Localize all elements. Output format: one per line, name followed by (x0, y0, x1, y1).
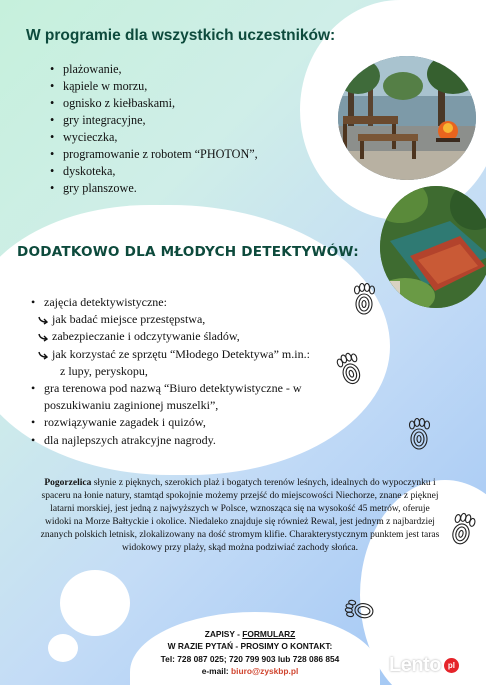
white-blob-bottom-left (60, 570, 130, 636)
list-item-text: gra terenowa pod nazwą “Biuro detektywistyczne - w (44, 381, 302, 396)
handprint-icon (340, 596, 380, 624)
list-item: • dla najlepszych atrakcyjne nagrody. (30, 432, 310, 449)
arrow-icon (38, 332, 50, 342)
section1-title: W programie dla wszystkich uczestników: (26, 27, 336, 44)
list-item: • ognisko z kiełbaskami, (48, 95, 258, 112)
email-label: e-mail: (201, 666, 232, 677)
contact-footer (110, 628, 390, 678)
sub-list (44, 311, 310, 380)
handprint-icon (406, 418, 432, 452)
section1-list (48, 61, 258, 197)
list-item: • plażowanie, (48, 61, 258, 78)
list-item: • gry planszowe. (48, 180, 258, 197)
handprint-icon (336, 352, 364, 388)
phones-line: Tel: 728 087 025; 720 799 903 lub 728 086 854 (160, 653, 340, 664)
terrace-photo (338, 56, 476, 180)
list-item: • wycieczka, (48, 129, 258, 146)
white-blob-bottom-small (48, 634, 78, 662)
email-line (110, 665, 390, 677)
signup-line (110, 628, 390, 640)
list-item: • programowanie z robotem “PHOTON”, (48, 146, 258, 163)
section2-list (30, 294, 310, 449)
list-item: • kąpiele w morzu, (48, 78, 258, 95)
list-item: • dyskoteka, (48, 163, 258, 180)
sub-list-item (38, 328, 310, 345)
sub-list-item (38, 346, 310, 380)
section2-title: DODATKOWO DLA MŁODYCH DETEKTYWÓW: (17, 244, 359, 260)
handprint-icon (448, 512, 476, 548)
lento-logo-badge: pl (444, 658, 459, 673)
location-name: Pogorzelica (44, 478, 92, 488)
signup-form-link[interactable]: FORMULARZ (242, 629, 296, 639)
sub-list-item-text: zabezpieczanie i odczytywanie śladów, (52, 329, 240, 344)
list-item-text-continuation: poszukiwaniu zaginionej muszelki”, (44, 398, 219, 413)
handprint-icon (352, 283, 376, 317)
playground-photo-graphic (380, 186, 486, 308)
sub-list-item-text: jak korzystać ze sprzętu “Młodego Detektywa” m.in.: (52, 346, 310, 361)
list-item: • gry integracyjne, (48, 112, 258, 129)
arrow-icon (38, 350, 50, 360)
questions-line: W RAZIE PYTAŃ - PROSIMY O KONTAKT: (167, 641, 333, 652)
email-link[interactable]: biuro@zyskbp.pl (231, 666, 299, 677)
terrace-photo-graphic (338, 56, 476, 180)
lento-watermark (389, 653, 459, 677)
list-item: • rozwiązywanie zagadek i quizów, (30, 414, 310, 431)
playground-photo (380, 186, 486, 308)
sub-list-item (38, 311, 310, 328)
sub-list-item-text: jak badać miejsce przestępstwa, (52, 312, 206, 327)
sub-list-item-continuation: z lupy, peryskopu, (60, 363, 148, 378)
list-item (30, 294, 310, 380)
location-description (40, 477, 440, 554)
list-item (30, 380, 310, 414)
signup-label: ZAPISY - (204, 629, 243, 639)
lento-logo-text: Lento (389, 653, 441, 676)
list-item-text: zajęcia detektywistyczne: (44, 295, 167, 309)
arrow-icon (38, 315, 50, 325)
location-description-text: słynie z pięknych, szerokich plaż i bogatych terenów leśnych, idealnych do wypoczynku i spaceru na łonie natury, stamtąd spokojnie możemy przejść do miejscowości Niechorze, znane z pięknej latarni morskiej, jest jedną z najwyższych w Polsce, wznosząca się na wysokość 45 metrów, oferuje widoki na Morze Bałtyckie i okolice. Niedaleko znajduje się również Rewal, jest jednym z najbardziej znanych polskich letnisk, zlokalizowany na dość stromym klifie. Charakterystycznym punktem jest taras widokowy przy plaży, skąd można podziwiać zachody słońca. (40, 478, 440, 553)
